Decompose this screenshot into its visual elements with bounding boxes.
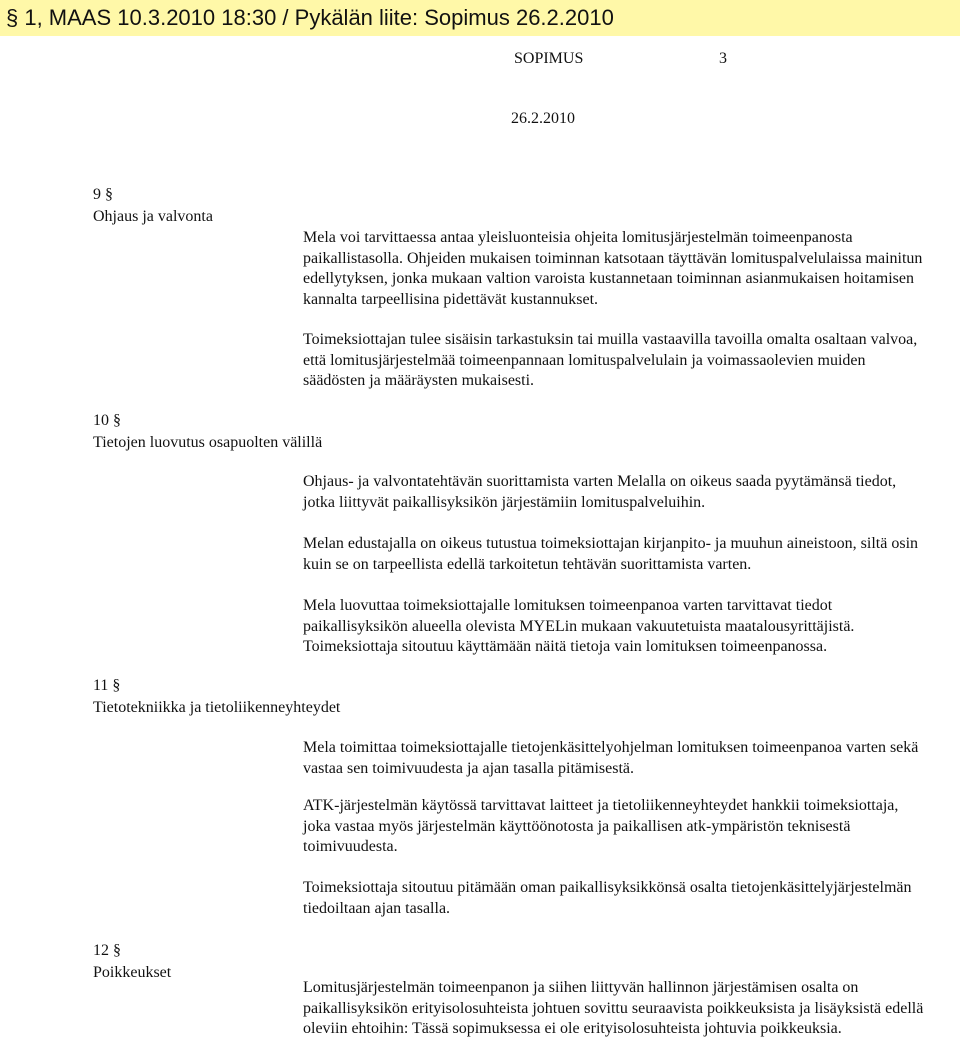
- section-title: Tietojen luovutus osapuolten välillä: [93, 434, 323, 451]
- section-11-paragraph-2: ATK-järjestelmän käytössä tarvittavat laitteet ja tietoliikenneyhteydet hankkii toimeksiottaja, joka vastaa myös järjestelmän käyttöönotosta ja paikallisen atk-ympäristön teknisestä toimivuudesta.: [303, 797, 899, 855]
- section-title: Tietotekniikka ja tietoliikenneyhteydet: [93, 699, 341, 716]
- section-11-heading: [93, 675, 341, 719]
- section-title: Poikkeukset: [93, 964, 172, 981]
- section-12-heading: [93, 940, 293, 984]
- section-11-paragraph-1: Mela toimittaa toimeksiottajalle tietojenkäsittelyohjelman lomituksen toimeenpanoa varten sekä vastaa sen toimivuudesta ja ajan tasalla pitämisestä.: [303, 739, 919, 777]
- section-10-paragraph-2: Melan edustajalla on oikeus tutustua toimeksiottajan kirjanpito- ja muuhun aineistoon, siltä osin kuin se on tarpeellista edellä tarkoitetun tehtävän suorittamista varten.: [303, 535, 919, 573]
- section-9-heading: [93, 184, 293, 228]
- section-number: 10 §: [93, 412, 121, 429]
- section-number: 9 §: [93, 186, 113, 203]
- header-bar: § 1, MAAS 10.3.2010 18:30 / Pykälän liite: Sopimus 26.2.2010: [0, 0, 960, 36]
- section-title: Ohjaus ja valvonta: [93, 208, 213, 225]
- document-date: 26.2.2010: [511, 110, 575, 127]
- document-title: SOPIMUS: [514, 50, 584, 67]
- section-11-paragraph-3: Toimeksiottaja sitoutuu pitämään oman paikallisyksikkönsä osalta tietojenkäsittelyjärjestelmän tiedoiltaan ajan tasalla.: [303, 879, 912, 917]
- section-9-paragraph-2: Toimeksiottajan tulee sisäisin tarkastuksin tai muilla vastaavilla tavoilla omalta osaltaan valvoa, että lomitusjärjestelmää toimeenpannaan lomituspalvelulain ja voimassaolevien muiden säädösten ja määräysten mukaisesti.: [303, 331, 918, 389]
- section-12-paragraph-1: Lomitusjärjestelmän toimeenpanon ja siihen liittyvän hallinnon järjestämisen osalta on paikallisyksikön erityisolosuhteista johtuen sovittu seuraavista poikkeuksista ja lisäyksistä edellä oleviin ehtoihin: Tässä sopimuksessa ei ole erityisolosuhteista johtuvia poikkeuksia.: [303, 979, 924, 1037]
- section-9-paragraph-1: Mela voi tarvittaessa antaa yleisluonteisia ohjeita lomitusjärjestelmän toimeenpanosta paikallistasolla. Ohjeiden mukaisen toiminnan katsotaan täyttävän lomituspalvelulaissa mainitun edellytyksen, jonka mukaan valtion varoista kustannetaan toiminnan asianmukaisen hoitamisen kannalta tarpeellisina pidettävät kustannukset.: [303, 229, 923, 308]
- section-10-heading: [93, 410, 323, 454]
- section-number: 12 §: [93, 942, 121, 959]
- page-number: 3: [719, 50, 727, 67]
- section-10-paragraph-3: Mela luovuttaa toimeksiottajalle lomituksen toimeenpanoa varten tarvittavat tiedot paikallisyksikön alueella olevista MYELin mukaan vakuutetuista maatalousyrittäjistä. Toimeksiottaja sitoutuu käyttämään näitä tietoja vain lomituksen toimeenpanossa.: [303, 597, 855, 655]
- section-number: 11 §: [93, 677, 121, 694]
- section-10-paragraph-1: Ohjaus- ja valvontatehtävän suorittamista varten Melalla on oikeus saada pyytämänsä tiedot, jotka liittyvät paikallisyksikön järjestämiin lomituspalveluihin.: [303, 473, 897, 511]
